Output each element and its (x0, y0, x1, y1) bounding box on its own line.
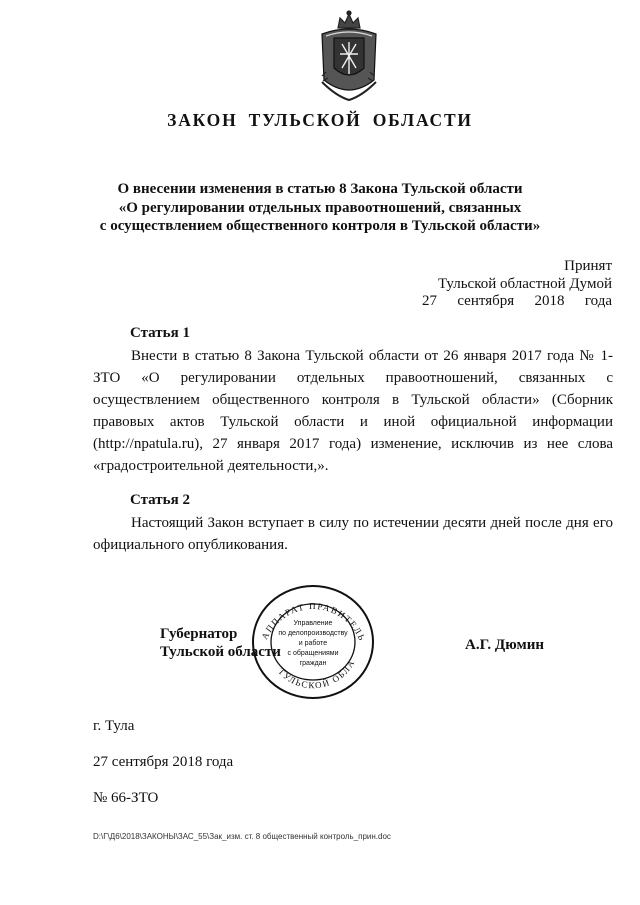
tula-coat-of-arms-icon (316, 10, 382, 102)
file-path: D:\Г\Д6\2018\ЗАКОНЫ\ЗАС_55\Зак_изм. ст. 8 общественный контроль_прин.doc (93, 832, 391, 841)
stamp-line: и работе (298, 640, 328, 647)
stamp-line: по делопроизводству (278, 630, 348, 637)
article-2-heading: Статья 2 (130, 492, 190, 508)
signing-place: г. Тула (93, 718, 135, 734)
svg-text:АППАРАТ ПРАВИТЕЛЬСТВА: АППАРАТ ПРАВИТЕЛЬ (259, 600, 368, 643)
adoption-label: Принят (564, 258, 612, 274)
stamp-line: Управление (293, 620, 333, 627)
adoption-year-word: года (584, 293, 612, 309)
subject-line: с осуществлением общественного контроля в Тульской области» (99, 218, 541, 234)
signer-name: А.Г. Дюмин (465, 637, 545, 653)
adoption-year: 2018 (534, 293, 565, 309)
signer-position (160, 625, 281, 661)
signer-role-line: Тульской области (160, 644, 281, 660)
signing-date: 27 сентября 2018 года (93, 754, 234, 770)
adoption-month: сентября (457, 293, 515, 309)
adoption-body: Тульской областной Думой (437, 275, 612, 292)
signer-role-line: Губернатор (160, 626, 238, 642)
article-1-heading: Статья 1 (130, 325, 190, 341)
adoption-date (422, 293, 612, 311)
subject-line: О внесении изменения в статью 8 Закона Тульской области (117, 181, 523, 197)
adoption-block (422, 258, 612, 311)
law-number: № 66-ЗТО (93, 790, 159, 806)
article-1-text: Внести в статью 8 Закона Тульской области от 26 января 2017 года № 1-ЗТО «О регулировании отдельных правоотношений, связанных с осуществлением общественного контроля в Тульской области» (Сборник правовых актов Тульской области и иной официальной информации (http://npatula.ru), 27 января 2017 года) изменение, исключив из нее слова «градостроительной деятельности,». (93, 348, 613, 474)
stamp-line: граждан (299, 660, 327, 667)
svg-text:ТУЛЬСКОЙ ОБЛАСТИ: ТУЛЬСКОЙ ОБЛА (276, 657, 357, 691)
subject-line: «О регулировании отдельных правоотношений, связанных (118, 199, 522, 216)
stamp-line: с обращениями (287, 650, 339, 657)
document-title: ЗАКОН ТУЛЬСКОЙ ОБЛАСТИ (167, 110, 473, 130)
law-subject (80, 180, 560, 236)
adoption-day: 27 (422, 293, 437, 309)
article-2-text: Настоящий Закон вступает в силу по истечении десяти дней после дня его официального опубликования. (93, 515, 613, 553)
